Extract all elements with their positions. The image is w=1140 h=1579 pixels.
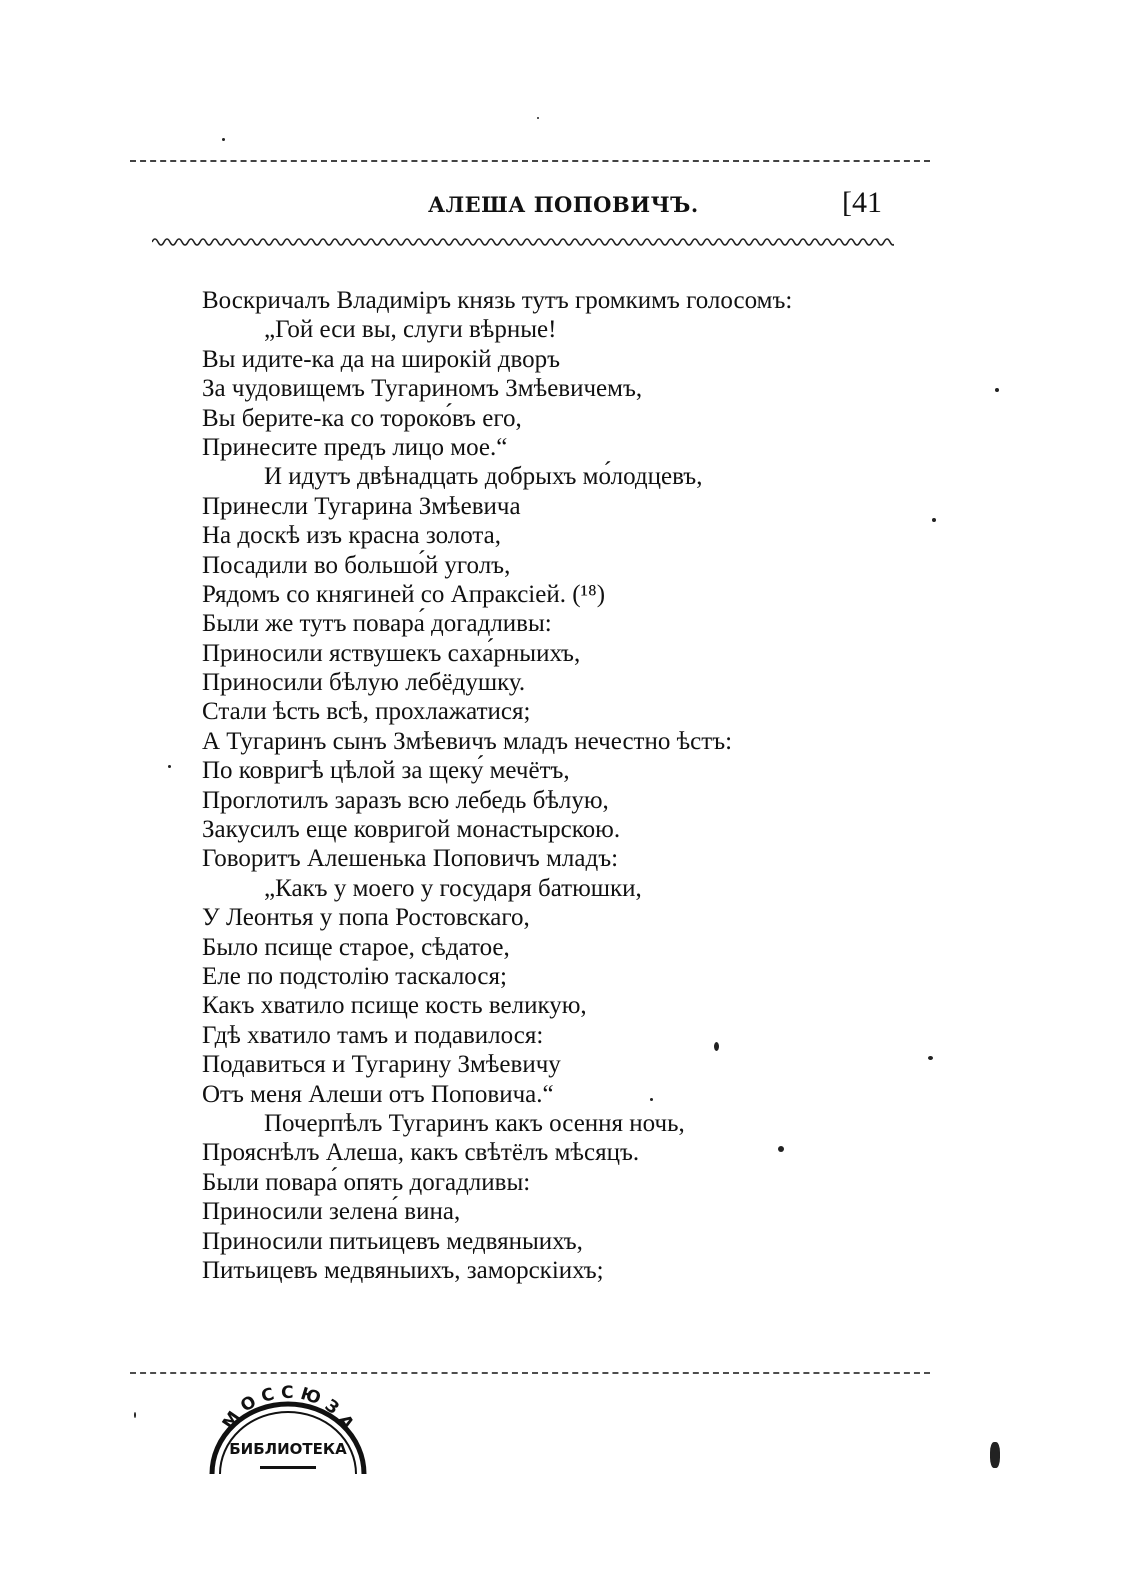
- poem-line: Приносили питьицевъ медвяныихъ,: [202, 1227, 583, 1255]
- running-head: АЛЕША ПОПОВИЧЪ.: [428, 192, 699, 217]
- page-number: [41: [842, 186, 882, 219]
- poem-line: Было псище старое, сѣдатое,: [202, 933, 510, 961]
- poem-line: Говоритъ Алешенька Поповичъ младъ:: [202, 845, 619, 873]
- poem-line: „Гой еси вы, слуги вѣрные!: [264, 316, 557, 344]
- ink-speck: [134, 1412, 136, 1418]
- poem-line: Закусилъ еще ковригой монастырскою.: [202, 816, 621, 844]
- bottom-rule: [130, 1372, 930, 1374]
- poem-line: Приносили зелена́ вина,: [202, 1198, 461, 1226]
- poem-line: Приносили яствушекъ саха́рныихъ,: [202, 639, 581, 667]
- ink-speck: [932, 518, 936, 522]
- poem-line: Воскричалъ Владиміръ князь тутъ громкимъ голосомъ:: [202, 287, 793, 314]
- top-rule: [130, 160, 930, 162]
- library-stamp: [198, 1378, 378, 1478]
- poem-line: Вы берите-ка со тороко́въ его,: [202, 404, 522, 432]
- poem-line: Почерпѣлъ Тугаринъ какъ осення ночь,: [264, 1109, 685, 1137]
- ink-speck: [990, 1442, 1000, 1468]
- poem-line: „Какъ у моего у государя батюшки,: [264, 874, 642, 902]
- stamp-center-text: БИБЛИОТЕКА: [229, 1440, 347, 1458]
- ink-speck: [168, 765, 171, 768]
- ink-speck: [995, 388, 999, 392]
- poem-line: Посадили во большо́й уголъ,: [202, 551, 511, 579]
- poem-line: Отъ меня Алеши отъ Поповича.“: [202, 1080, 554, 1108]
- svg-text:М О С С Ю З А: [219, 1383, 358, 1434]
- poem-line: Вы идите-ка да на широкій дворъ: [202, 345, 561, 373]
- poem-line: Какъ хватило псище кость великую,: [202, 992, 587, 1020]
- ink-speck: [650, 1098, 653, 1101]
- poem-line: Стали ѣсть всѣ, прохлажатися;: [202, 698, 531, 726]
- poem-line: Проглотилъ заразъ всю лебедь бѣлую,: [202, 786, 609, 814]
- poem-line: По ковригѣ цѣлой за щеку́ мечётъ,: [202, 757, 570, 785]
- ink-speck: [222, 138, 225, 141]
- poem-line: На доскѣ изъ красна золота,: [202, 522, 501, 550]
- poem-line: Подавиться и Тугарину Змѣевичу: [202, 1051, 561, 1079]
- wavy-divider: [152, 234, 894, 250]
- poem-line: Питьицевъ медвяныихъ, заморскіихъ;: [202, 1256, 604, 1284]
- poem-text: [202, 286, 942, 1285]
- ink-speck: [537, 117, 539, 119]
- poem-line: Приносили бѣлую лебёдушку.: [202, 669, 526, 697]
- poem-line: Принесите предъ лицо мое.“: [202, 433, 508, 461]
- poem-line: Принесли Тугарина Змѣевича: [202, 492, 521, 520]
- stamp-arc-text: М О С С Ю З А: [218, 1382, 358, 1434]
- poem-line: Прояснѣлъ Алеша, какъ свѣтёлъ мѣсяцъ.: [202, 1139, 640, 1167]
- poem-line: Рядомъ со княгиней со Апраксіей. (¹⁸): [202, 580, 606, 608]
- ink-speck: [714, 1042, 719, 1051]
- poem-line: За чудовищемъ Тугариномъ Змѣевичемъ,: [202, 375, 643, 403]
- poem-line: Гдѣ хватило тамъ и подавилося:: [202, 1021, 544, 1049]
- poem-line: И идутъ двѣнадцать добрыхъ мо́лодцевъ,: [264, 463, 703, 491]
- poem-line: Еле по подстолію таскалося;: [202, 962, 507, 990]
- ink-speck: [928, 1056, 933, 1060]
- poem-line: Были же тутъ повара́ догадливы:: [202, 610, 552, 638]
- ink-speck: [778, 1146, 784, 1152]
- poem-line: А Тугаринъ сынъ Змѣевичъ младъ нечестно ѣстъ:: [202, 727, 733, 755]
- poem-line: У Леонтья у попа Ростовскаго,: [202, 904, 530, 932]
- poem-line: Были повара́ опять догадливы:: [202, 1168, 531, 1196]
